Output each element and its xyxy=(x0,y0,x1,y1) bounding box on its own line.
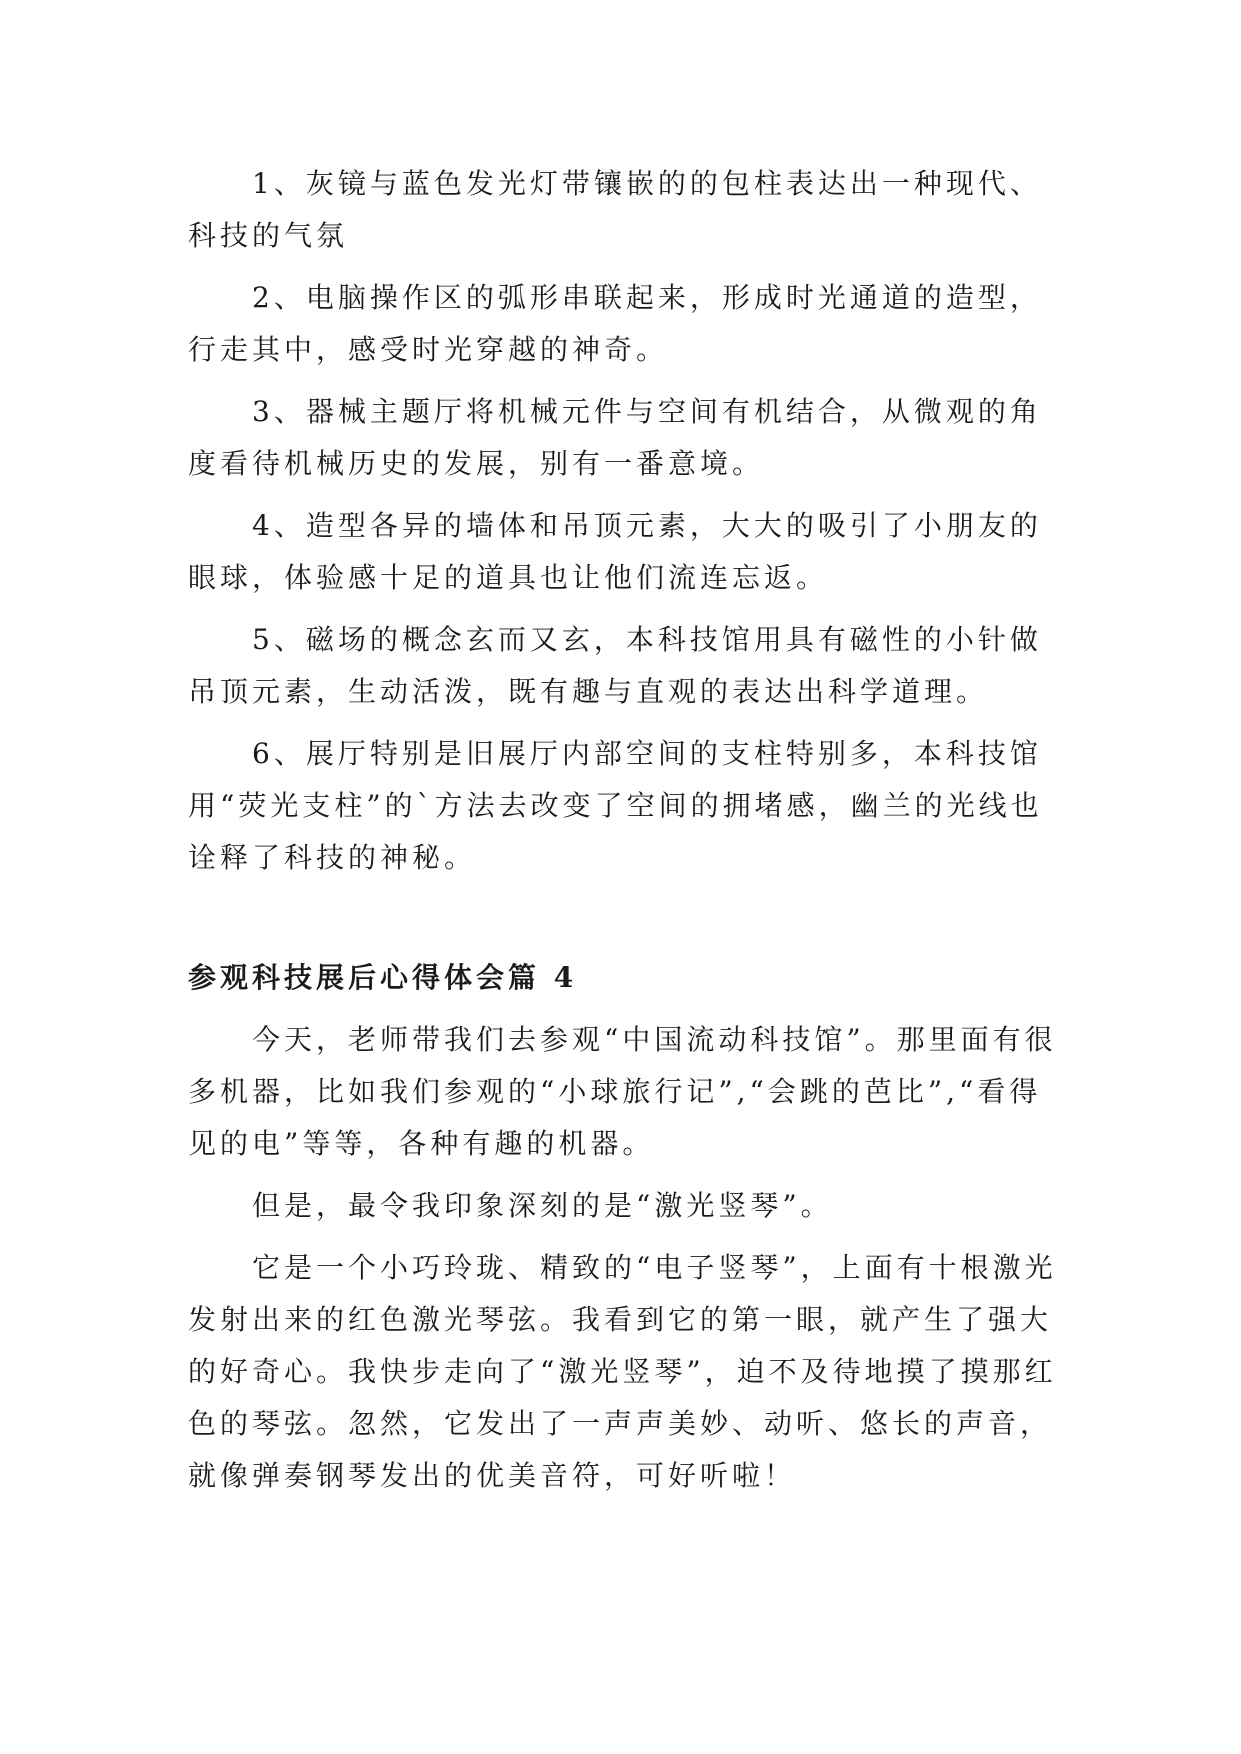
essay-paragraph-3: 它是一个小巧玲珑、精致的“电子竖琴”，上面有十根激光发射出来的红色激光琴弦。我看到它的第一眼，就产生了强大的好奇心。我快步走向了“激光竖琴”，迫不及待地摸了摸那红色的琴弦。忽然，它发出了一声声美妙、动听、悠长的声音，就像弹奏钢琴发出的优美音符，可好听啦！ xyxy=(188,1251,1057,1492)
section-exhibit-features xyxy=(188,158,1068,884)
paragraph-1: 1、灰镜与蓝色发光灯带镶嵌的的包柱表达出一种现代、科技的气氛 xyxy=(188,167,1042,252)
essay-paragraph-1: 今天，老师带我们去参观“中国流动科技馆”。那里面有很多机器，比如我们参观的“小球旅行记”,“会跳的芭比”,“看得见的电”等等，各种有趣的机器。 xyxy=(188,1023,1057,1160)
paragraph-2: 2、电脑操作区的弧形串联起来，形成时光通道的造型，行走其中，感受时光穿越的神奇。 xyxy=(188,281,1042,366)
section-title: 参观科技展后心得体会篇 4 xyxy=(188,961,578,994)
paragraph-6: 6、展厅特别是旧展厅内部空间的支柱特别多，本科技馆用“荧光支柱”的`方法去改变了空间的拥堵感，幽兰的光线也诠释了科技的神秘。 xyxy=(188,737,1043,874)
paragraph-4: 4、造型各异的墙体和吊顶元素，大大的吸引了小朋友的眼球，体验感十足的道具也让他们流连忘返。 xyxy=(188,509,1042,594)
spacer xyxy=(188,884,1068,952)
essay-paragraph-2: 但是，最令我印象深刻的是“激光竖琴”。 xyxy=(252,1189,833,1222)
paragraph-5: 5、磁场的概念玄而又玄，本科技馆用具有磁性的小针做吊顶元素，生动活泼，既有趣与直观的表达出科学道理。 xyxy=(188,623,1042,708)
section-essay-4 xyxy=(188,952,1068,1502)
document-page xyxy=(188,158,1068,1502)
spacer xyxy=(188,1004,1068,1014)
paragraph-3: 3、器械主题厅将机械元件与空间有机结合，从微观的角度看待机械历史的发展，别有一番意境。 xyxy=(188,395,1042,480)
